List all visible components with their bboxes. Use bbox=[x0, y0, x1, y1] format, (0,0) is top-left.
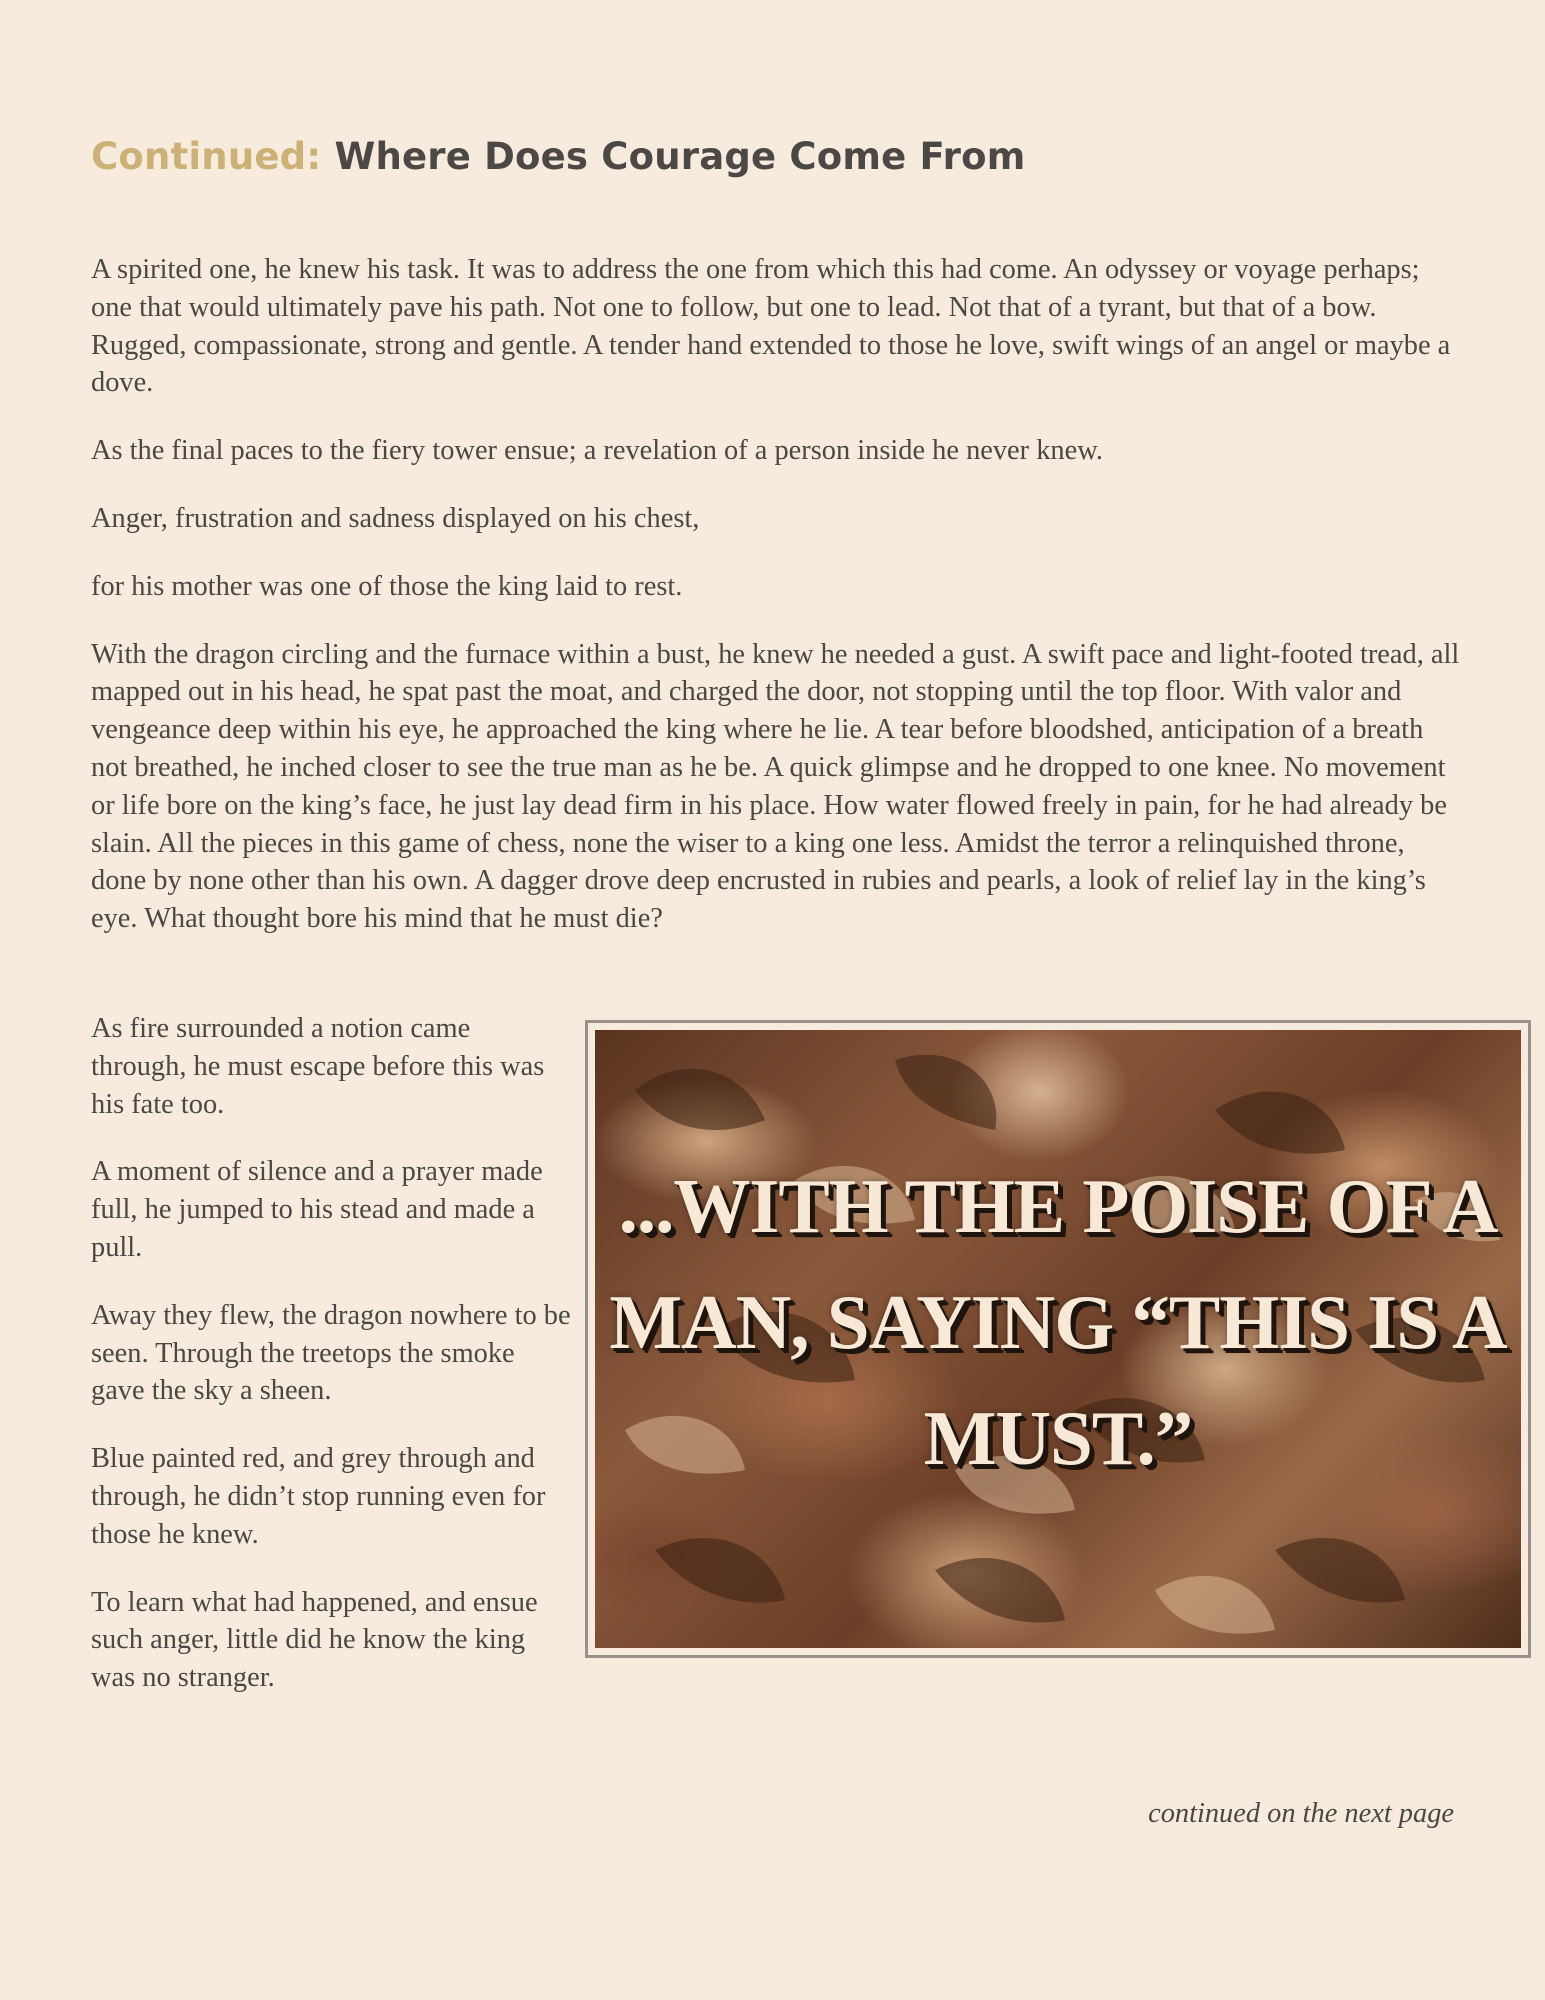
side-paragraph: As fire surrounded a notion came through, he must escape before this was his fate too. bbox=[91, 1013, 545, 1120]
body-paragraph: Anger, frustration and sadness displayed on his chest, bbox=[91, 502, 700, 534]
main-body-text bbox=[91, 251, 1461, 968]
side-paragraph: A moment of silence and a prayer made full, he jumped to his stead and made a pull. bbox=[91, 1156, 543, 1263]
side-paragraph: To learn what had happened, and ensue such anger, little did he know the king was no stranger. bbox=[91, 1586, 538, 1694]
side-paragraph: Away they flew, the dragon nowhere to be seen. Through the treetops the smoke gave the sky a sheen. bbox=[91, 1299, 571, 1407]
page-heading bbox=[91, 135, 1025, 178]
body-paragraph: As the final paces to the fiery tower ensue; a revelation of a person inside he never knew. bbox=[91, 435, 1103, 467]
continued-note: continued on the next page bbox=[1148, 1798, 1454, 1829]
autumn-leaves-photo bbox=[595, 1030, 1521, 1648]
side-column-text bbox=[91, 1010, 571, 1727]
pull-quote: ...WITH THE POISE OF A MAN, SAYING “THIS IS A MUST.” bbox=[609, 1163, 1507, 1481]
body-paragraph: With the dragon circling and the furnace within a bust, he knew he needed a gust. A swift pace and light-footed tread, all mapped out in his head, he spat past the moat, and charged the door, not stopping until the top floor. With valor and vengeance deep within his eye, he approached the king where he lie. A tear before bloodshed, anticipation of a breath not breathed, he inched closer to see the true man as he be. A quick glimpse and he dropped to one knee. No movement or life bore on the king’s face, he just lay dead firm in his place. How water flowed freely in pain, for he had already be slain. All the pieces in this game of chess, none the wiser to a king one less. Amidst the terror a relinquished throne, done by none other than his own. A dagger drove deep encrusted in rubies and pearls, a look of relief lay in the king’s eye. What thought bore his mind that he must die? bbox=[91, 638, 1460, 935]
heading-kicker: Continued: bbox=[91, 135, 322, 178]
side-paragraph: Blue painted red, and grey through and through, he didn’t stop running even for those he knew. bbox=[91, 1443, 546, 1550]
body-paragraph: for his mother was one of those the king laid to rest. bbox=[91, 570, 683, 602]
body-paragraph: A spirited one, he knew his task. It was to address the one from which this had come. An odyssey or voyage perhaps; one that would ultimately pave his path. Not one to follow, but one to lead. Not that of a tyrant, but that of a bow. Rugged, compassionate, strong and gentle. A tender hand extended to those he love, swift wings of an angel or maybe a dove. bbox=[91, 254, 1451, 399]
heading-title: Where Does Courage Come From bbox=[334, 135, 1026, 178]
pull-quote-image-frame bbox=[585, 1020, 1531, 1658]
